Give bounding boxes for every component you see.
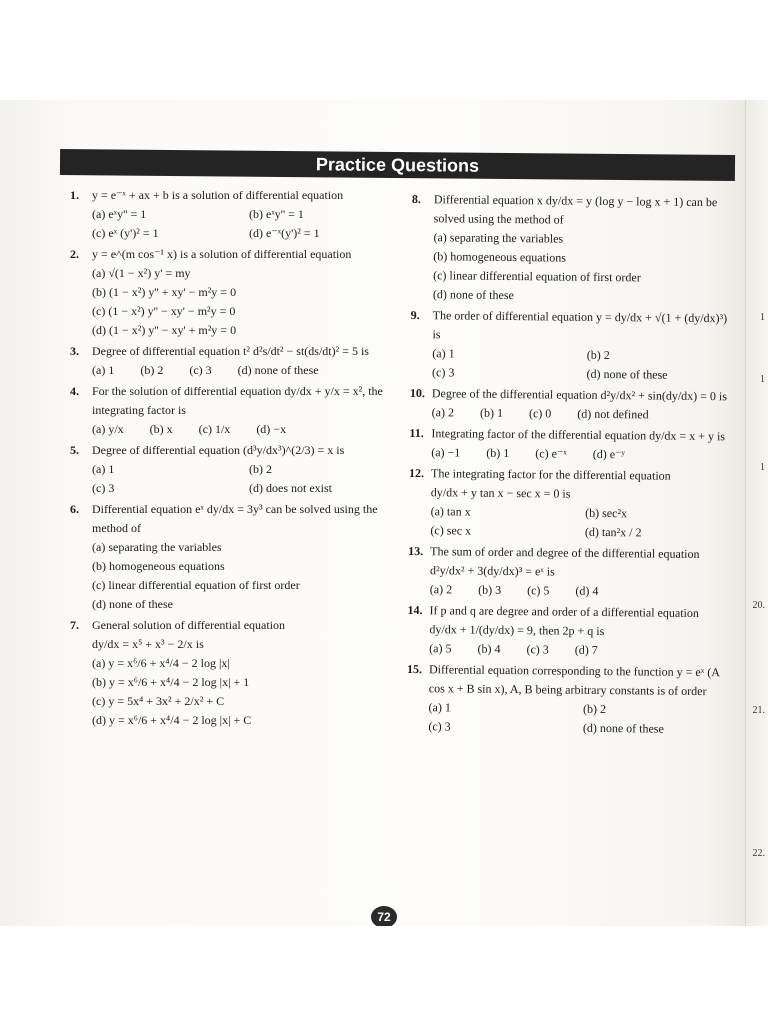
- option-list: [70, 460, 400, 498]
- answer-option: (b) homogeneous equations: [433, 249, 567, 265]
- page-title: Practice Questions: [315, 154, 480, 176]
- answer-option: (c) sec x: [430, 523, 472, 538]
- question: [408, 542, 734, 602]
- question-text: The sum of order and degree of the differential equation d²y/dx² + 3(dy/dx)³ = eˣ is: [429, 544, 700, 579]
- answer-option: (a) eˣy'' = 1: [92, 207, 147, 221]
- question-number: 11.: [409, 425, 424, 441]
- option-list: [411, 228, 737, 307]
- edge-mark: 20.: [752, 600, 765, 611]
- question-stem: [407, 601, 732, 642]
- question-stem: [410, 384, 735, 406]
- answer-option: (c) 3: [526, 642, 549, 657]
- answer-option: (a) −1: [431, 445, 461, 460]
- edge-mark: 21.: [752, 705, 765, 716]
- answer-option: (c) 3: [189, 363, 212, 377]
- answer-option: (a) 5: [429, 641, 452, 656]
- answer-option: (a) separating the variables: [433, 230, 564, 246]
- answer-option: (d) none of these: [432, 287, 514, 303]
- edge-mark: 22.: [752, 848, 765, 859]
- question-text: Degree of the differential equation d²y/dx² + sin(dy/dx) = 0 is: [431, 386, 728, 404]
- answer-option: (b) x: [149, 422, 173, 436]
- question-text: If p and q are degree and order of a differential equation dy/dx + 1/(dy/dx) = 9, then 2p + q is: [429, 603, 699, 639]
- answer-option: (c) 3: [428, 719, 451, 734]
- answer-option: (d) 4: [575, 583, 599, 598]
- answer-option: (b) y = x⁶/6 + x⁴/4 − 2 log |x| + 1: [92, 675, 250, 689]
- answer-option: (a) 1: [428, 700, 451, 715]
- answer-option: (c) linear differential equation of first order: [433, 268, 641, 285]
- answer-option: (a) 2: [431, 405, 455, 420]
- question: [70, 382, 400, 439]
- answer-option: (b) 2: [140, 363, 164, 377]
- question-text: Integrating factor of the differential equation dy/dx = x + y is: [431, 426, 726, 444]
- option-list: [407, 639, 732, 661]
- answer-option: (b) 1: [479, 405, 504, 420]
- question-text: y = e^(m cos⁻¹ x) is a solution of differential equation: [92, 247, 352, 261]
- answer-option: (d) −x: [256, 422, 287, 436]
- question: [70, 616, 400, 730]
- answer-option: (b) (1 − x²) y'' + xy' − m²y = 0: [92, 285, 237, 299]
- answer-option: (d) e⁻ˣ(y')² = 1: [249, 226, 320, 240]
- question: [70, 342, 400, 380]
- page-number-badge: 72: [371, 906, 397, 928]
- option-list: [409, 443, 734, 465]
- answer-option: (c) (1 − x²) y'' − xy' − m²y = 0: [92, 304, 236, 318]
- answer-option: (a) 1: [92, 462, 115, 476]
- question-stem: [70, 441, 400, 460]
- question-text: The integrating factor for the differential equation dy/dx + y tan x − sec x = 0 is: [430, 466, 671, 501]
- answer-option: (b) 2: [583, 701, 607, 717]
- edge-mark: 1: [760, 374, 765, 385]
- question-text: Degree of differential equation (d³y/dx³)^(2/3) = x is: [92, 443, 345, 457]
- question-number: 3.: [70, 344, 79, 358]
- question-text: Differential equation corresponding to the function y = eˣ (A cos x + B sin x), A, B being arbitrary constants is of order: [428, 662, 723, 699]
- option-list: [70, 264, 400, 340]
- option-list: [410, 344, 735, 385]
- answer-option: (d) does not exist: [249, 481, 332, 495]
- question: [70, 441, 400, 498]
- option-list: [70, 205, 400, 243]
- answer-option: (b) 2: [586, 347, 610, 363]
- answer-option: (b) 2: [249, 462, 272, 476]
- question: [409, 424, 734, 465]
- answer-option: (d) tan²x / 2: [584, 524, 642, 540]
- question: [70, 245, 400, 340]
- question: [408, 464, 734, 543]
- background-top: [0, 0, 768, 100]
- question-number: 5.: [70, 443, 79, 457]
- answer-option: (c) 3: [432, 365, 455, 380]
- question-number: 13.: [408, 543, 424, 559]
- answer-option: (d) none of these: [586, 366, 668, 382]
- answer-option: (d) 7: [574, 642, 598, 657]
- question: [410, 306, 736, 385]
- option-list: [70, 420, 400, 439]
- answer-option: (d) none of these: [582, 720, 664, 736]
- question-text: Differential equation eˣ dy/dx = 3y³ can be solved using the method of: [92, 502, 381, 535]
- answer-option: (c) 5: [527, 583, 550, 598]
- question: [410, 384, 735, 425]
- answer-option: (c) 1/x: [198, 422, 231, 436]
- question-stem: [70, 342, 400, 361]
- question: [411, 190, 737, 307]
- question-number: 6.: [70, 502, 79, 516]
- question-text: Degree of differential equation t² d²s/dt² − st(ds/dt)² = 5 is: [92, 344, 369, 358]
- answer-option: (d) (1 − x²) y'' − xy' + m²y = 0: [92, 323, 237, 337]
- option-list: [70, 361, 400, 380]
- question: [70, 500, 400, 614]
- answer-option: (b) homogeneous equations: [92, 559, 225, 573]
- option-list: [70, 654, 400, 730]
- answer-option: (d) e⁻ʸ: [592, 446, 626, 462]
- question-stem: [412, 190, 737, 231]
- question-number: 12.: [408, 465, 425, 481]
- left-question-column: [70, 186, 400, 732]
- answer-option: (a) √(1 − x²) y' = my: [92, 266, 191, 280]
- answer-option: (a) 2: [429, 582, 453, 597]
- question-text: y = e⁻ˣ + ax + b is a solution of differential equation: [92, 188, 344, 202]
- answer-option: (c) 0: [528, 406, 552, 421]
- edge-mark: 1: [760, 462, 765, 473]
- edge-mark: 1: [760, 312, 765, 323]
- question-number: 2.: [70, 247, 79, 261]
- answer-option: (b) eˣy'' = 1: [249, 207, 304, 221]
- answer-option: (c) eˣ (y')² = 1: [92, 226, 159, 240]
- next-page-edge: [745, 100, 768, 926]
- question-stem: [70, 616, 400, 654]
- answer-option: (d) none of these: [237, 363, 319, 377]
- question-stem: [70, 382, 400, 420]
- question-stem: [70, 500, 400, 538]
- right-question-column: [406, 190, 737, 741]
- question-stem: [70, 245, 400, 264]
- question-number: 7.: [70, 618, 79, 632]
- answer-option: (a) separating the variables: [92, 540, 222, 554]
- answer-option: (a) tan x: [430, 504, 471, 519]
- answer-option: (c) linear differential equation of first order: [92, 578, 300, 592]
- answer-option: (b) 3: [478, 582, 502, 597]
- question-text: For the solution of differential equation dy/dx + y/x = x², the integrating factor is: [92, 384, 386, 417]
- answer-option: (c) y = 5x⁴ + 3x² + 2/x² + C: [92, 694, 225, 708]
- option-list: [408, 502, 733, 543]
- question: [407, 601, 733, 661]
- option-list: [408, 580, 733, 602]
- question-text: Differential equation x dy/dx = y (log y − log x + 1) can be solved using the method of: [433, 192, 721, 227]
- question-number: 1.: [70, 188, 79, 202]
- answer-option: (d) not defined: [577, 406, 649, 422]
- question-text: The order of differential equation y = dy/dx + √(1 + (dy/dx)³) is: [432, 308, 731, 342]
- question-stem: [410, 306, 735, 347]
- question-stem: [407, 660, 732, 701]
- answer-option: (d) none of these: [92, 597, 173, 611]
- option-list: [410, 403, 735, 425]
- question: [70, 186, 400, 243]
- question-stem: [70, 186, 400, 205]
- answer-option: (b) 1: [486, 445, 510, 461]
- question-number: 8.: [411, 191, 421, 207]
- answer-option: (b) 4: [477, 641, 501, 656]
- question-number: 10.: [409, 385, 425, 401]
- answer-option: (c) 3: [92, 481, 115, 495]
- question-number: 14.: [407, 602, 423, 618]
- answer-option: (c) e⁻ˣ: [535, 446, 567, 461]
- background-bottom: [0, 926, 768, 1024]
- answer-option: (d) y = x⁶/6 + x⁴/4 − 2 log |x| + C: [92, 713, 252, 727]
- answer-option: (b) sec²x: [585, 505, 628, 521]
- question: [406, 660, 732, 739]
- option-list: [70, 538, 400, 614]
- question-number: 15.: [406, 661, 423, 677]
- answer-option: (a) 1: [92, 363, 115, 377]
- answer-option: (a) y/x: [92, 422, 124, 436]
- answer-option: (a) y = x⁶/6 + x⁴/4 − 2 log |x|: [92, 656, 230, 670]
- question-number: 4.: [70, 384, 79, 398]
- answer-option: (a) 1: [432, 346, 455, 361]
- question-text: General solution of differential equation dy/dx = x⁵ + x³ − 2/x is: [92, 618, 286, 651]
- option-list: [406, 698, 731, 739]
- question-stem: [408, 542, 733, 583]
- question-stem: [409, 464, 734, 505]
- question-number: 9.: [410, 307, 420, 323]
